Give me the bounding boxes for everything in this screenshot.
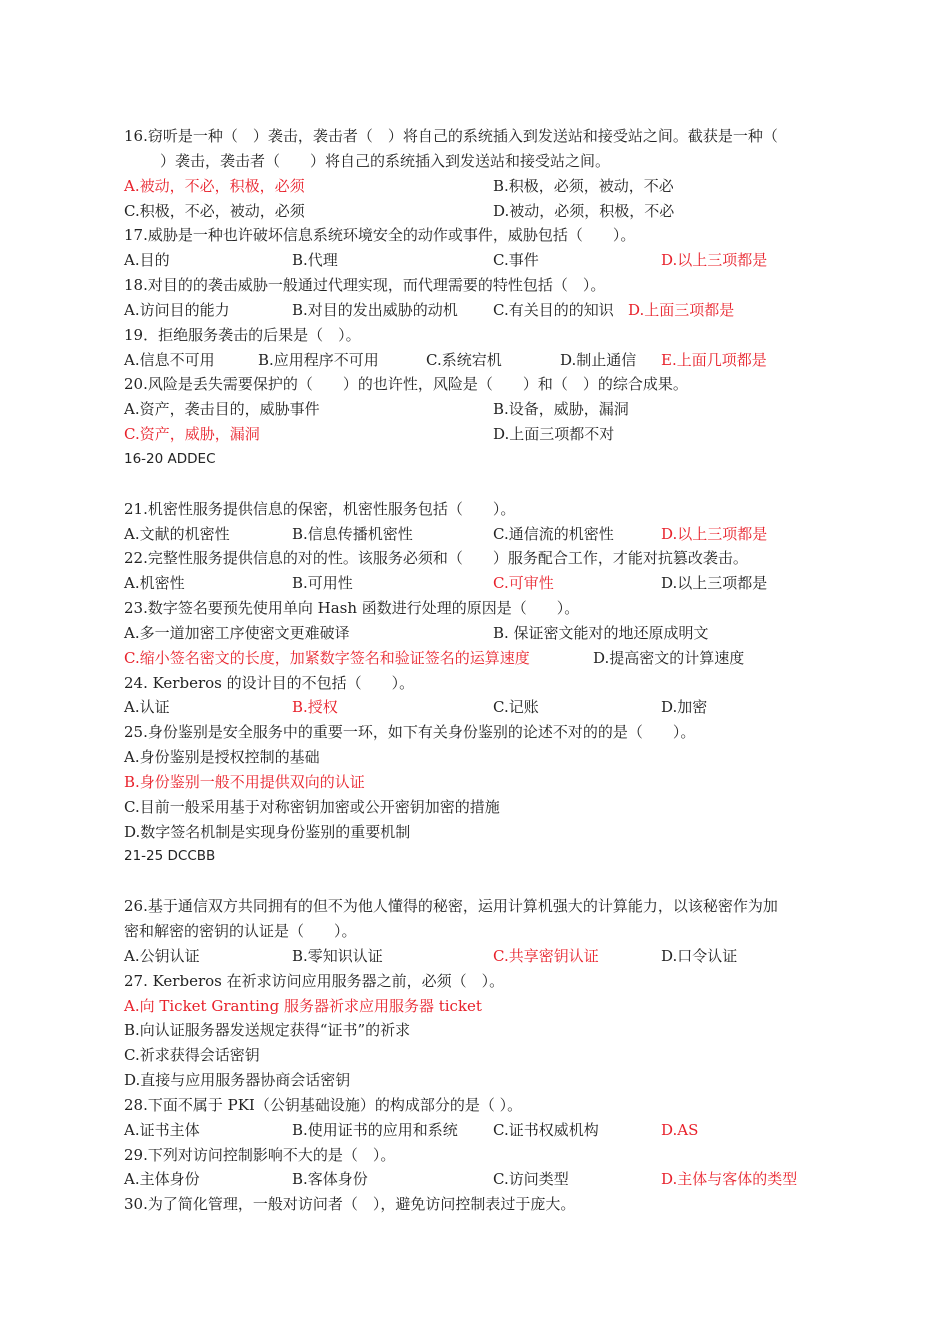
option-c: C.有关目的的知识: [493, 300, 614, 319]
option-c: C.通信流的机密性: [493, 524, 614, 543]
question-16-stem: 16.窃听是一种（ ）袭击，袭击者（ ）将自己的系统插入到发送站和接受站之间。截获是一种（: [124, 127, 778, 145]
document-page: [124, 124, 864, 1217]
option-a: A.资产，袭击目的，威胁事件: [124, 400, 320, 419]
question-26-stem: 26.基于通信双方共同拥有的但不为他人懂得的秘密，运用计算机强大的计算能力，以该秘密作为加: [124, 897, 778, 916]
option-c: C.目前一般采用基于对称密钥加密或公开密钥加密的措施: [124, 797, 500, 816]
option-b: B.向认证服务器发送规定获得“证书”的祈求: [124, 1021, 411, 1040]
option-d-correct: D.主体与客体的类型: [661, 1170, 798, 1189]
option-a: A.证书主体: [124, 1120, 200, 1139]
question-19-stem: 19．拒绝服务袭击的后果是（ ）。: [124, 325, 361, 344]
question-17-stem: 17.威胁是一种也许破坏信息系统环境安全的动作或事件，威胁包括（ ）。: [124, 226, 636, 245]
option-c-correct: C.共享密钥认证: [493, 946, 599, 965]
question-16-stem-cont: ）袭击，袭击者（ ）将自己的系统插入到发送站和接受站之间。: [160, 151, 611, 170]
question-18-options: [124, 298, 864, 323]
option-d-correct: D.AS: [661, 1120, 699, 1139]
option-b: B.使用证书的应用和系统: [292, 1120, 458, 1139]
answer-key-16-20: 16-20 ADDEC: [124, 450, 216, 467]
question-26-options: [124, 944, 864, 969]
question-28-options: [124, 1118, 864, 1143]
option-a-correct: A.被动，不必，积极，必须: [124, 176, 305, 195]
option-a: A.文献的机密性: [124, 524, 230, 543]
question-22-stem: 22.完整性服务提供信息的对的性。该服务必须和（ ）服务配合工作，才能对抗篡改袭击。: [124, 549, 748, 568]
option-b: B.信息传播机密性: [292, 524, 413, 543]
question-16-options-row2: [124, 199, 864, 224]
question-29-stem: 29.下列对访问控制影响不大的是（ ）。: [124, 1145, 396, 1164]
question-18-stem: 18.对目的的袭击威胁一般通过代理实现，而代理需要的特性包括（ ）。: [124, 276, 606, 295]
option-c: C.祈求获得会话密钥: [124, 1046, 260, 1065]
option-a: A.身份鉴别是授权控制的基础: [124, 748, 320, 767]
option-b-correct: B.授权: [292, 698, 338, 717]
option-b: B.设备，威胁，漏洞: [493, 400, 629, 419]
question-20-options-row2: [124, 422, 864, 447]
option-d-correct: D.以上三项都是: [661, 251, 768, 270]
question-21-options: [124, 522, 864, 547]
option-a: A.认证: [124, 698, 170, 717]
question-20-options-row1: [124, 397, 864, 422]
option-a: A.主体身份: [124, 1170, 200, 1189]
question-23-options-row1: [124, 621, 864, 646]
option-b: B.积极，必须，被动，不必: [493, 176, 674, 195]
option-b: B.零知识认证: [292, 946, 383, 965]
question-16-options-row1: [124, 174, 864, 199]
question-21-stem: 21.机密性服务提供信息的保密，机密性服务包括（ ）。: [124, 499, 516, 518]
option-b: B.代理: [292, 251, 338, 270]
option-c: C.系统宕机: [426, 350, 502, 369]
option-b: B.对目的发出威胁的动机: [292, 300, 458, 319]
question-24-stem: 24. Kerberos 的设计目的不包括（ ）。: [124, 673, 415, 692]
option-b: B.客体身份: [292, 1170, 368, 1189]
option-c: C.积极，不必，被动，必须: [124, 201, 305, 220]
option-d: D.数字签名机制是实现身份鉴别的重要机制: [124, 822, 411, 841]
option-a: A.公钥认证: [124, 946, 200, 965]
option-d-correct: D.以上三项都是: [661, 524, 768, 543]
question-19-options: [124, 348, 864, 373]
question-20-stem: 20.风险是丢失需要保护的（ ）的也许性，风险是（ ）和（ ）的综合成果。: [124, 375, 688, 394]
question-26-stem-cont: 密和解密的密钥的认证是（ ）。: [124, 922, 357, 940]
option-b-correct: B.身份鉴别一般不用提供双向的认证: [124, 772, 365, 791]
question-30-stem: 30.为了简化管理，一般对访问者（ ），避免访问控制表过于庞大。: [124, 1195, 576, 1214]
option-c-correct: C.可审性: [493, 574, 554, 593]
option-a: A.目的: [124, 251, 170, 270]
question-24-options: [124, 695, 864, 720]
question-28-stem: 28.下面不属于 PKI（公钥基础设施）的构成部分的是（ ）。: [124, 1095, 523, 1114]
option-a: A.访问目的能力: [124, 300, 230, 319]
option-b: B.应用程序不可用: [258, 350, 379, 369]
option-d: D.直接与应用服务器协商会话密钥: [124, 1071, 351, 1090]
answer-key-21-25: 21-25 DCCBB: [124, 848, 216, 865]
option-c: C.访问类型: [493, 1170, 569, 1189]
option-d: D.提高密文的计算速度: [593, 648, 745, 667]
option-b: B.可用性: [292, 574, 353, 593]
question-23-options-row2: [124, 646, 864, 671]
spacer: [124, 472, 864, 497]
option-e-correct: E.上面几项都是: [661, 350, 767, 369]
question-27-stem: 27. Kerberos 在祈求访问应用服务器之前，必须（ ）。: [124, 971, 505, 990]
option-d: D.上面三项都不对: [493, 425, 615, 444]
option-c: C.证书权威机构: [493, 1120, 599, 1139]
option-c: C.记账: [493, 698, 539, 717]
option-c-correct: C.资产，威胁，漏洞: [124, 425, 260, 444]
option-d: D.制止通信: [560, 350, 637, 369]
option-d: D.口令认证: [661, 946, 738, 965]
question-22-options: [124, 571, 864, 596]
option-d-correct: D.上面三项都是: [628, 300, 735, 319]
question-23-stem: 23.数字签名要预先使用单向 Hash 函数进行处理的原因是（ ）。: [124, 599, 580, 618]
option-c-correct: C.缩小签名密文的长度，加紧数字签名和验证签名的运算速度: [124, 648, 530, 667]
question-17-options: [124, 248, 864, 273]
option-d: D.被动，必须，积极，不必: [493, 201, 675, 220]
option-a: A.多一道加密工序使密文更难破译: [124, 623, 350, 642]
option-d: D.加密: [661, 698, 708, 717]
option-b: B. 保证密文能对的地还原成明文: [493, 623, 709, 642]
spacer: [124, 869, 864, 894]
question-29-options: [124, 1167, 864, 1192]
option-c: C.事件: [493, 251, 539, 270]
question-25-stem: 25.身份鉴别是安全服务中的重要一环，如下有关身份鉴别的论述不对的的是（ ）。: [124, 723, 696, 742]
option-a-correct: A.向 Ticket Granting 服务器祈求应用服务器 ticket: [124, 996, 482, 1015]
option-d: D.以上三项都是: [661, 574, 768, 593]
option-a: A.信息不可用: [124, 350, 215, 369]
option-a: A.机密性: [124, 574, 185, 593]
